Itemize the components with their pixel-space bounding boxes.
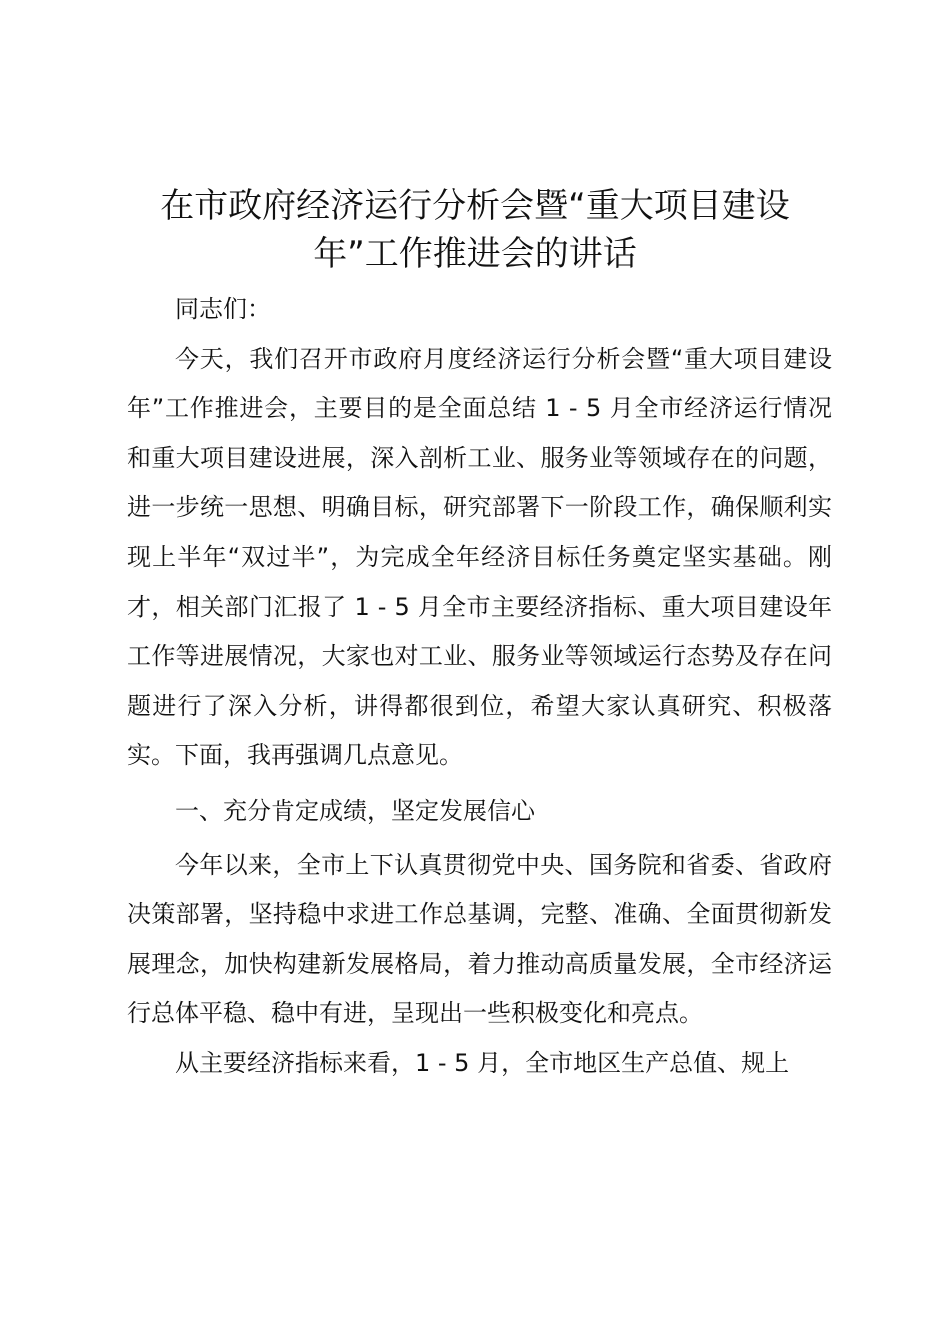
paragraph-section-1: 今年以来，全市上下认真贯彻党中央、国务院和省委、省政府决策部署，坚持稳中求进工作总基调，完整、准确、全面贯彻新发展理念，加快构建新发展格局，着力推动高质量发展，全市经济运行总体平稳、稳中有进，呈现出一些积极变化和亮点。 bbox=[127, 850, 832, 1028]
salutation: 同志们： bbox=[175, 295, 271, 323]
document-body bbox=[127, 285, 832, 1089]
section-heading: 一、充分肯定成绩，坚定发展信心 bbox=[175, 796, 535, 825]
paragraph-section-2: 从主要经济指标来看，1 - 5 月，全市地区生产总值、规上 bbox=[175, 1048, 790, 1077]
document-title bbox=[120, 182, 830, 278]
title-line-1: 在市政府经济运行分析会暨“重大项目建设 bbox=[160, 186, 790, 226]
paragraph-intro: 今天，我们召开市政府月度经济运行分析会暨“重大项目建设年”工作推进会，主要目的是全面总结 1 - 5 月全市经济运行情况和重大项目建设进展，深入剖析工业、服务业等领域存在的问题，进一步统一思想、明确目标，研究部署下一阶段工作，确保顺利实现上半年“双过半”，为完成全年经济目标任务奠定坚实基础。刚才，相关部门汇报了 1 - 5 月全市主要经济指标、重大项目建设年工作等进展情况，大家也对工业、服务业等领域运行态势及存在问题进行了深入分析，讲得都很到位，希望大家认真研究、积极落实。下面，我再强调几点意见。 bbox=[127, 344, 832, 770]
title-line-2: 年”工作推进会的讲话 bbox=[313, 234, 637, 274]
